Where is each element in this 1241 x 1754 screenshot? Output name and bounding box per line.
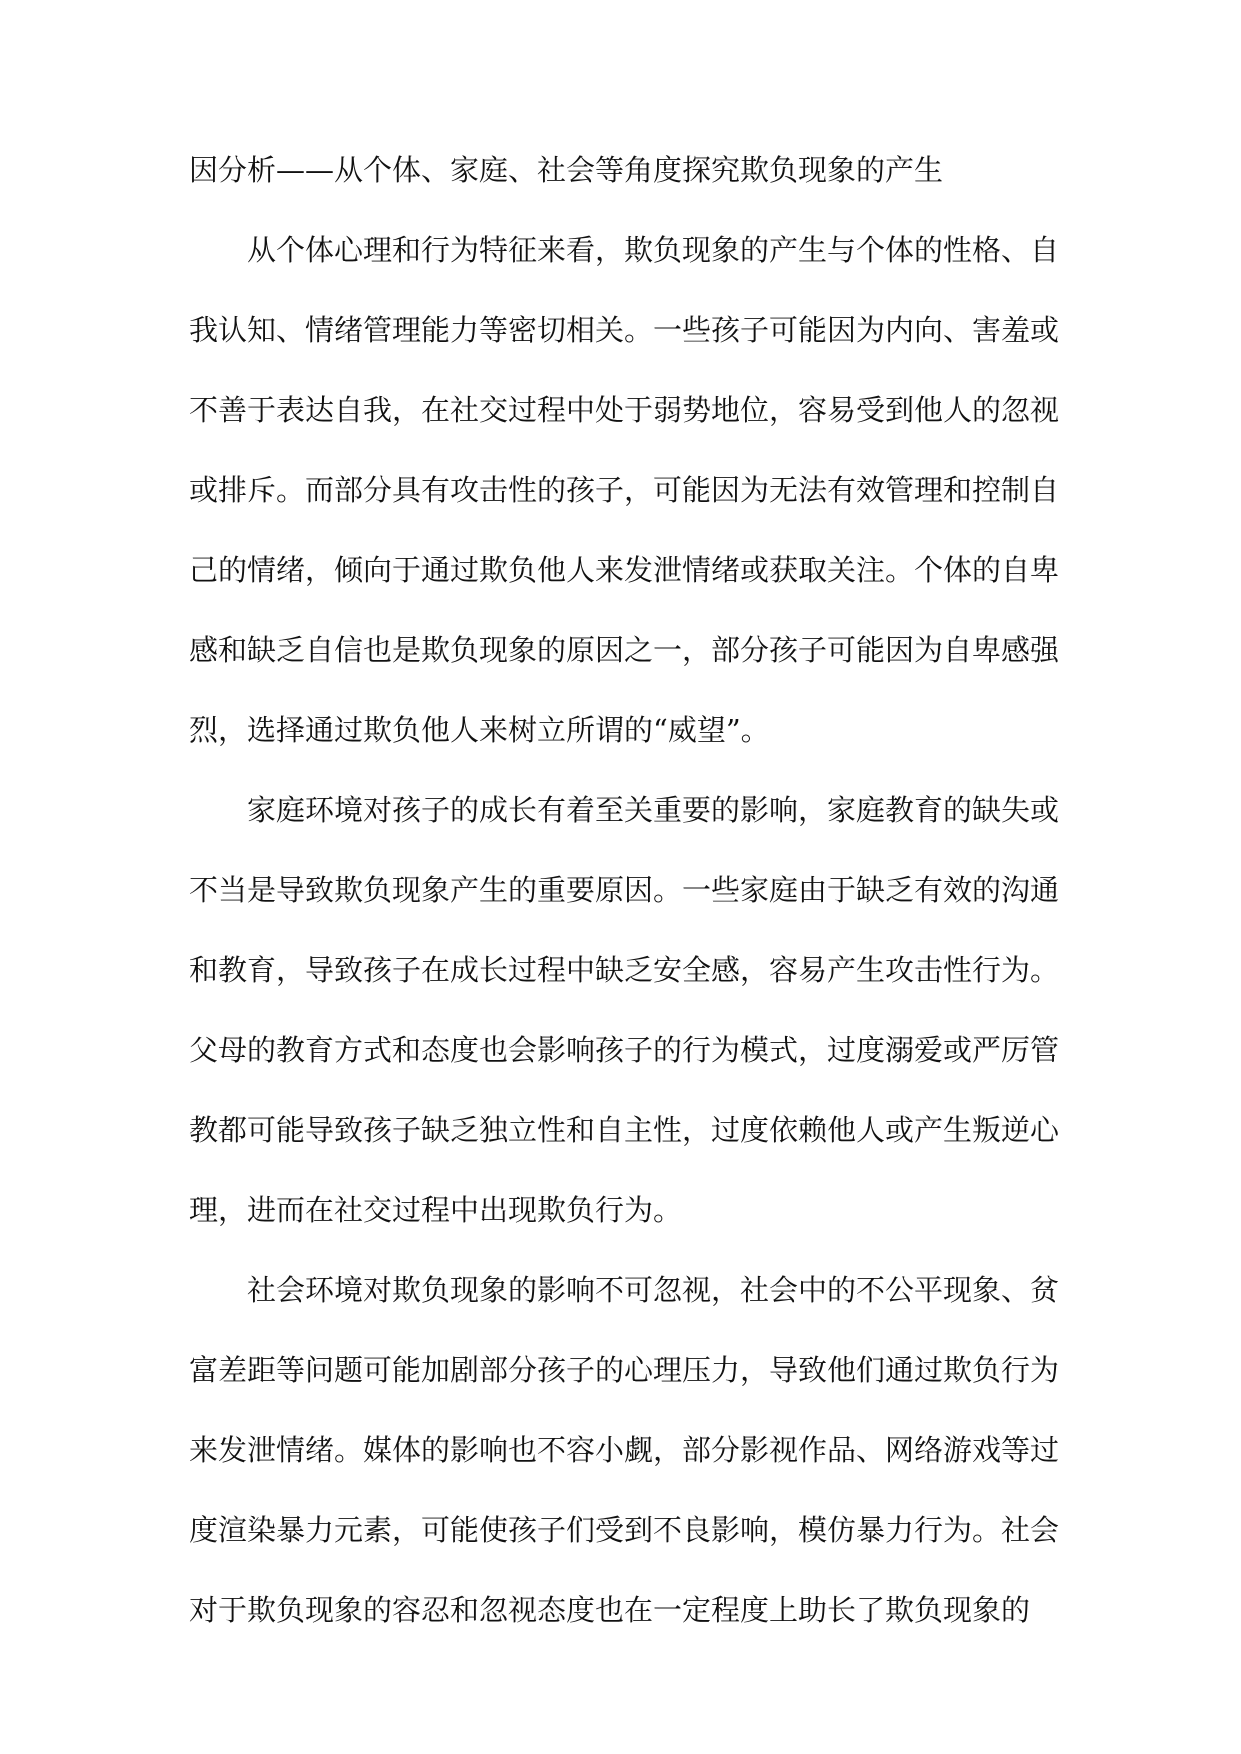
paragraph-3-line-2: 富差距等问题可能加剧部分孩子的心理压力，导致他们通过欺负行为	[189, 1353, 1060, 1387]
document-body	[189, 142, 1069, 1662]
paragraph-1-line-3: 不善于表达自我，在社交过程中处于弱势地位，容易受到他人的忽视	[189, 393, 1060, 427]
paragraph-2-line-4: 父母的教育方式和态度也会影响孩子的行为模式，过度溺爱或严厉管	[189, 1033, 1060, 1067]
paragraph-1-line-6: 感和缺乏自信也是欺负现象的原因之一，部分孩子可能因为自卑感强	[189, 633, 1060, 667]
heading-line: 因分析——从个体、家庭、社会等角度探究欺负现象的产生	[189, 153, 944, 187]
paragraph-2-line-3: 和教育，导致孩子在成长过程中缺乏安全感，容易产生攻击性行为。	[189, 953, 1060, 987]
paragraph-3-line-1: 社会环境对欺负现象的影响不可忽视，社会中的不公平现象、贫	[247, 1273, 1060, 1307]
paragraph-1-line-4: 或排斥。而部分具有攻击性的孩子，可能因为无法有效管理和控制自	[189, 473, 1060, 507]
paragraph-1-line-5: 己的情绪，倾向于通过欺负他人来发泄情绪或获取关注。个体的自卑	[189, 553, 1060, 587]
paragraph-1-line-2: 我认知、情绪管理能力等密切相关。一些孩子可能因为内向、害羞或	[189, 313, 1060, 347]
paragraph-2-line-6: 理，进而在社交过程中出现欺负行为。	[189, 1193, 683, 1227]
paragraph-3-line-5: 对于欺负现象的容忍和忽视态度也在一定程度上助长了欺负现象的	[189, 1593, 1031, 1627]
paragraph-2-line-1: 家庭环境对孩子的成长有着至关重要的影响，家庭教育的缺失或	[247, 793, 1060, 827]
paragraph-1-line-1: 从个体心理和行为特征来看，欺负现象的产生与个体的性格、自	[247, 233, 1060, 267]
paragraph-2-line-2: 不当是导致欺负现象产生的重要原因。一些家庭由于缺乏有效的沟通	[189, 873, 1060, 907]
paragraph-2-line-5: 教都可能导致孩子缺乏独立性和自主性，过度依赖他人或产生叛逆心	[189, 1113, 1060, 1147]
paragraph-1-line-7: 烈，选择通过欺负他人来树立所谓的“威望”。	[189, 713, 770, 747]
paragraph-3-line-4: 度渲染暴力元素，可能使孩子们受到不良影响，模仿暴力行为。社会	[189, 1513, 1060, 1547]
paragraph-3-line-3: 来发泄情绪。媒体的影响也不容小觑，部分影视作品、网络游戏等过	[189, 1433, 1060, 1467]
